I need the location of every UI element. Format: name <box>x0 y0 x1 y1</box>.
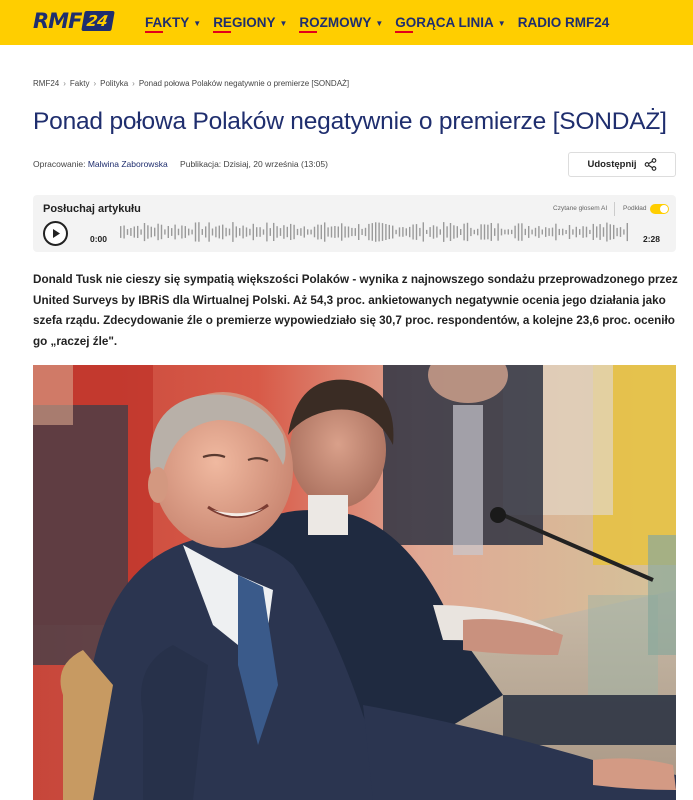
breadcrumb-item-polityka[interactable]: Polityka <box>100 79 129 88</box>
caret-down-icon: ▼ <box>279 18 288 28</box>
waveform-bar <box>423 222 424 241</box>
waveform-bar <box>378 223 379 242</box>
waveform-bar <box>463 224 464 241</box>
waveform-bar <box>610 224 611 240</box>
player-label: Posłuchaj artykułu <box>43 203 141 215</box>
waveform-bar <box>304 226 305 237</box>
waveform-bar <box>542 230 543 235</box>
nav-underline <box>213 31 231 33</box>
waveform-bar <box>620 227 621 237</box>
waveform-bar <box>596 226 597 237</box>
nav-item-label: FAKTY <box>145 15 190 30</box>
waveform-bar <box>300 228 301 236</box>
current-time: 0:00 <box>90 234 108 244</box>
waveform-bar <box>535 228 536 237</box>
waveform-bar <box>229 229 230 236</box>
rmf24-logo[interactable] <box>33 9 113 33</box>
waveform-bar <box>409 227 410 237</box>
waveform-bar <box>480 224 481 239</box>
waveform-bar <box>242 226 243 239</box>
waveform-bar <box>232 222 233 242</box>
waveform-bar <box>528 226 529 238</box>
share-button[interactable] <box>568 152 676 177</box>
waveform-bar <box>178 229 179 236</box>
audio-waveform-scrubber[interactable] <box>90 221 670 243</box>
nav-item-label: ROZMOWY <box>299 15 372 30</box>
caret-down-icon: ▼ <box>193 18 202 28</box>
waveform-bar <box>518 223 519 240</box>
chevron-right-icon: › <box>63 79 66 88</box>
waveform-bar <box>552 228 553 237</box>
waveform-bar <box>276 226 277 238</box>
nav-item-label: REGIONY <box>213 15 276 30</box>
waveform-bar <box>389 225 390 239</box>
nav-item-goraca-linia[interactable] <box>395 0 505 45</box>
waveform-bar <box>137 226 138 238</box>
waveform-bar <box>494 228 495 236</box>
waveform-bar <box>174 225 175 240</box>
waveform-bar <box>219 226 220 239</box>
waveform-bar <box>385 224 386 240</box>
nav-item-label: RADIO RMF24 <box>517 15 610 30</box>
waveform-bar <box>613 225 614 239</box>
waveform-bar <box>460 229 461 235</box>
nav-underline <box>395 31 413 33</box>
waveform-bar <box>589 230 590 234</box>
waveform-bar <box>412 225 413 240</box>
waveform-bar <box>222 225 223 240</box>
waveform-bar <box>525 229 526 235</box>
waveform-bar <box>348 227 349 238</box>
toggle-knob <box>660 205 668 213</box>
waveform-bar <box>361 229 362 235</box>
waveform-bar <box>436 227 437 238</box>
waveform-bar <box>120 226 121 238</box>
waveform-bar <box>487 225 488 240</box>
nav-item-fakty[interactable] <box>145 0 201 45</box>
total-time: 2:28 <box>643 234 661 244</box>
waveform-bar <box>164 229 165 234</box>
waveform-bar <box>484 224 485 239</box>
waveform-bar <box>562 229 563 236</box>
waveform-bar <box>239 228 240 236</box>
waveform-bar <box>623 229 624 234</box>
article-photo-image <box>33 365 676 800</box>
waveform-bar <box>246 227 247 236</box>
waveform-bar <box>259 227 260 237</box>
waveform-bar <box>307 229 308 234</box>
waveform-bar <box>446 226 447 237</box>
nav-item-rozmowy[interactable] <box>299 0 383 45</box>
waveform-bar <box>477 229 478 236</box>
waveform-bar <box>368 224 369 240</box>
waveform-bar <box>440 229 441 234</box>
author-link[interactable]: Malwina Zaborowska <box>87 159 168 169</box>
waveform-bar <box>538 226 539 238</box>
waveform-bar <box>263 229 264 234</box>
waveform-bar <box>555 224 556 241</box>
share-icon <box>644 158 657 171</box>
waveform-bar <box>327 227 328 236</box>
waveform-bar <box>198 222 199 242</box>
waveform-bar <box>395 230 396 234</box>
waveform-bar <box>324 222 325 241</box>
waveform-bar <box>582 226 583 238</box>
logo-badge: 24 <box>82 11 115 31</box>
waveform-bar <box>338 227 339 238</box>
waveform-bar <box>606 223 607 242</box>
waveform-bar <box>256 227 257 237</box>
waveform-bar <box>586 227 587 238</box>
waveform-bar <box>273 223 274 241</box>
waveform-bar <box>236 226 237 237</box>
audio-player <box>33 195 676 252</box>
waveform-bar <box>130 228 131 236</box>
waveform-bar <box>501 229 502 236</box>
share-label: Udostępnij <box>587 159 637 170</box>
breadcrumb <box>33 79 349 88</box>
waveform-bar <box>154 228 155 237</box>
waveform-bar <box>579 229 580 235</box>
nav-item-radio-rmf24[interactable] <box>518 0 610 45</box>
waveform-bar <box>280 228 281 236</box>
waveform-bar <box>433 225 434 238</box>
waveform-bar <box>593 224 594 240</box>
waveform-bar <box>514 226 515 239</box>
waveform-bar <box>270 228 271 236</box>
waveform-bar <box>140 229 141 234</box>
published-date: Dzisiaj, 20 września (13:05) <box>223 159 328 169</box>
waveform-bar <box>511 230 512 234</box>
waveform-bar <box>287 227 288 237</box>
article-meta <box>33 159 328 169</box>
waveform-bar <box>225 228 226 237</box>
waveform-bar <box>545 227 546 237</box>
waveform-bar <box>266 223 267 242</box>
nav-item-label: GORĄCA LINIA <box>395 15 494 30</box>
waveform-bar <box>470 228 471 236</box>
waveform-bar <box>188 229 189 236</box>
waveform-bar <box>457 226 458 238</box>
waveform-bar <box>569 225 570 239</box>
waveform-bar <box>290 224 291 240</box>
waveform-bar <box>429 227 430 237</box>
waveform-bar <box>419 228 420 236</box>
waveform-bar <box>426 230 427 234</box>
waveform-bar <box>365 228 366 236</box>
waveform-bar <box>215 227 216 238</box>
waveform-bar <box>627 223 628 241</box>
background-music-toggle[interactable] <box>650 204 669 214</box>
logo-text: RMF <box>33 9 82 33</box>
waveform-bar <box>576 227 577 238</box>
waveform-bar <box>253 224 254 240</box>
waveform-bar <box>565 230 566 234</box>
waveform-bar <box>467 223 468 241</box>
waveform-bar <box>191 230 192 235</box>
waveform-bar <box>195 223 196 242</box>
waveform-bar <box>212 229 213 236</box>
author-label: Opracowanie: <box>33 159 86 169</box>
top-header <box>0 0 693 45</box>
chevron-right-icon: › <box>93 79 97 88</box>
breadcrumb-item-rmf24[interactable]: RMF24 <box>33 79 60 88</box>
waveform-bar <box>161 225 162 240</box>
waveform-bar <box>321 225 322 239</box>
waveform-bar <box>331 227 332 238</box>
play-button[interactable] <box>43 221 68 246</box>
waveform-bar <box>416 224 417 240</box>
article-photo <box>33 365 676 800</box>
waveform-bar <box>341 223 342 240</box>
waveform-bar <box>406 228 407 235</box>
waveform-bar <box>283 225 284 239</box>
waveform-bar <box>310 230 311 235</box>
waveform-bar <box>317 225 318 240</box>
waveform-bar <box>147 225 148 238</box>
waveform-bar <box>572 229 573 234</box>
waveform-bar <box>297 229 298 235</box>
waveform-bar <box>599 224 600 240</box>
background-music-label: Podkład <box>623 205 647 212</box>
waveform-bar <box>491 223 492 241</box>
waveform-bar <box>185 226 186 238</box>
waveform-bar <box>168 226 169 238</box>
waveform-bar <box>402 227 403 237</box>
waveform-bar <box>450 223 451 241</box>
waveform-bar <box>205 226 206 237</box>
chevron-right-icon: › <box>132 79 135 88</box>
waveform-bar <box>603 227 604 236</box>
waveform-bar <box>443 222 444 242</box>
waveform-bar <box>181 226 182 239</box>
nav-underline <box>145 31 163 33</box>
waveform-bar <box>249 229 250 236</box>
waveform-bar <box>358 224 359 240</box>
waveform-bar <box>382 223 383 241</box>
caret-down-icon: ▼ <box>497 18 506 28</box>
waveform-bar <box>334 226 335 238</box>
waveform-bar <box>372 223 373 241</box>
waveform-bar <box>497 223 498 240</box>
waveform-bar <box>171 228 172 236</box>
waveform-bar <box>616 228 617 236</box>
nav-underline <box>299 31 317 33</box>
waveform-bar <box>127 229 128 235</box>
waveform-bar <box>474 230 475 234</box>
waveform-bar <box>521 223 522 241</box>
waveform-bar <box>351 228 352 236</box>
nav-item-regiony[interactable] <box>213 0 287 45</box>
waveform-bar <box>157 224 158 241</box>
waveform-bar <box>548 228 549 236</box>
published-label: Publikacja: <box>180 159 222 169</box>
waveform-bar <box>151 227 152 238</box>
waveform-bar <box>314 227 315 238</box>
article-title: Ponad połowa Polaków negatywnie o premierze [SONDAŻ] <box>33 108 667 135</box>
waveform-bar <box>399 227 400 236</box>
player-divider <box>614 202 615 216</box>
waveform-bar <box>144 223 145 241</box>
waveform-bar <box>355 228 356 236</box>
play-icon <box>51 228 61 239</box>
waveform-bar <box>504 230 505 235</box>
waveform-bar <box>453 225 454 238</box>
waveform-bar <box>123 226 124 239</box>
waveform-bar <box>202 229 203 235</box>
breadcrumb-item-fakty[interactable]: Fakty <box>69 79 90 88</box>
waveform-bar <box>344 226 345 237</box>
waveform-bar <box>208 222 209 241</box>
breadcrumb-item-current: Ponad połowa Polaków negatywnie o premierze [SONDAŻ] <box>138 79 350 88</box>
waveform-bar <box>392 226 393 239</box>
waveform-bar <box>531 230 532 235</box>
waveform-bar <box>134 227 135 238</box>
waveform-bar <box>508 229 509 234</box>
waveform-bar <box>375 222 376 242</box>
waveform-bar <box>293 225 294 239</box>
ai-voice-label: Czytane głosem AI <box>553 205 608 212</box>
waveform-bar <box>559 229 560 235</box>
article-lead: Donald Tusk nie cieszy się sympatią większości Polaków - wynika z najnowszego sondażu przeprowadzonego przez United Surveys by IBRiS dla Wirtualnej Polski. Aż 54,3 proc. ankietowanych negatywnie ocenia jego działania jako szefa rządu. Zdecydowanie źle o premierze wypowiedziało się 30,7 proc. respondentów, a kolejne 23,6 proc. oceniło go „raczej źle". <box>33 273 678 348</box>
caret-down-icon: ▼ <box>375 18 384 28</box>
main-nav <box>145 0 621 45</box>
